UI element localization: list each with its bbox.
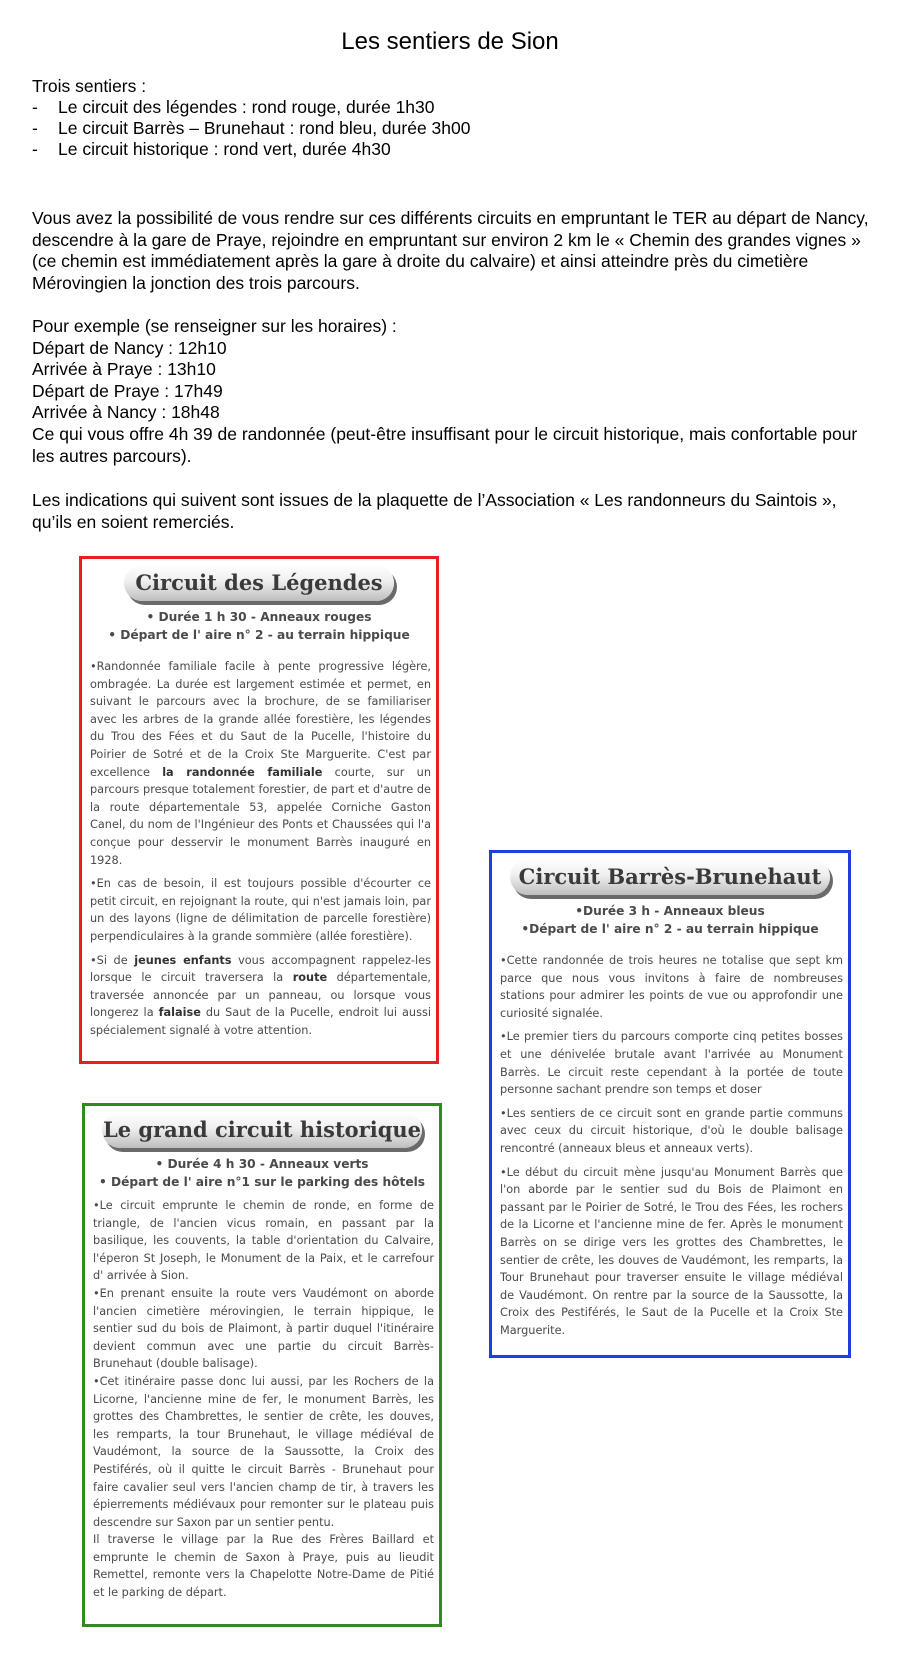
text-run: départementale, traversée annoncée par un panneau, ou lorsque vous longerez la xyxy=(90,971,431,1020)
legendes-paragraph: •En cas de besoin, il est toujours possible d'écourter ce petit circuit, en rejoignant la route, qui n'est jamais loin, par un des layons (ligne de délimitation de parcelle forestière) perpendiculaires à la grande sommière (allée forestière). xyxy=(90,877,431,943)
legendes-paragraph xyxy=(90,658,431,869)
historique-card xyxy=(82,1103,442,1627)
schedule-line: Départ de Nancy : 12h10 xyxy=(32,337,227,358)
historique-duration: • Durée 4 h 30 - Anneaux verts xyxy=(155,1157,369,1171)
historique-paragraph: •En prenant ensuite la route vers Vaudémont on aborde l'ancien cimetière mérovingien, le terrain hippique, le sentier sud du bois de Plaimont, à partir duquel l'itinéraire devient commun avec une partie du circuit Barrès-Brunehaut (double balisage). xyxy=(93,1286,434,1371)
barres-duration: •Durée 3 h - Anneaux bleus xyxy=(575,904,765,918)
text-run: du Saut de la Pucelle, endroit lui aussi spécialement signalé à votre attention. xyxy=(90,1006,432,1037)
list-item xyxy=(32,97,470,118)
schedule-line: Arrivée à Praye : 13h10 xyxy=(32,359,216,380)
legendes-body xyxy=(82,658,436,1039)
list-item xyxy=(32,139,470,160)
barres-start: •Départ de l' aire n° 2 - au terrain hippique xyxy=(521,921,819,936)
historique-paragraph: •Le circuit emprunte le chemin de ronde, en forme de triangle, de l'ancien vicus romain, en passant par la basilique, les couvents, la table d'orientation du Calvaire, l'éperon St Joseph, le Monument de la Paix, et le carrefour d' arrivée à Sion. xyxy=(93,1199,434,1283)
barres-paragraph: •Les sentiers de ce circuit sont en grande partie communs avec ceux du circuit historique, d'où le double balisage rencontré (anneaux bleus et anneaux verts). xyxy=(500,1106,843,1155)
schedule-note: Ce qui vous offre 4h 39 de randonnée (peut-être insuffisant pour le circuit historique, mais confortable pour les autres parcours). xyxy=(32,423,858,466)
credit-paragraph: Les indications qui suivent sont issues de la plaquette de l’Association « Les randonneurs du Saintois », qu’ils en soient remerciés. xyxy=(32,490,837,532)
schedule xyxy=(32,316,870,467)
historique-start: • Départ de l' aire n°1 sur le parking des hôtels xyxy=(98,1174,426,1189)
legendes-duration: • Durée 1 h 30 - Anneaux rouges xyxy=(146,610,372,624)
text-run: •Randonnée familiale facile à pente progressive légère, ombragée. La durée est largement estimée et permet, en suivant le parcours avec la brochure, de se familiariser avec les arbres de la grande allée forestière, les légendes du Trou des Fées et du Saut de la Pucelle, l'histoire du Poirier de Sotré et de la Croix Ste Marguerite. C'est par excellence xyxy=(90,660,431,779)
page-title: Les sentiers de Sion xyxy=(341,28,559,55)
list-item-text: Le circuit Barrès – Brunehaut : rond bleu, durée 3h00 xyxy=(58,118,471,138)
legendes-meta xyxy=(82,609,436,644)
schedule-line: Arrivée à Nancy : 18h48 xyxy=(32,402,220,423)
text-run: •Si de xyxy=(90,953,135,967)
legendes-paragraph xyxy=(90,952,431,1040)
list-item-text: Le circuit des légendes : rond rouge, durée 1h30 xyxy=(58,97,435,117)
list-item xyxy=(32,118,470,139)
trail-list-heading: Trois sentiers : xyxy=(32,76,147,96)
text-run: vous accompagnent rappelez-les lorsque le circuit traversera la xyxy=(90,953,431,985)
barres-paragraph: •Cette randonnée de trois heures ne totalise que sept km parce que nous vous invitons à faire de nombreuses stations pour admirer les points de vue ou approfondir une curiosité signalée. xyxy=(500,954,843,1020)
historique-title: Le grand circuit historique xyxy=(102,1112,422,1148)
barres-card xyxy=(489,850,851,1358)
emphasis: la randonnée familiale xyxy=(162,765,323,779)
legendes-start: • Départ de l' aire n° 2 - au terrain hippique xyxy=(108,627,410,642)
legendes-title: Circuit des Légendes xyxy=(124,565,394,601)
list-bullet: - xyxy=(32,139,38,159)
barres-meta xyxy=(492,903,848,938)
historique-paragraph: •Cet itinéraire passe donc lui aussi, par les Rochers de la Licorne, l'ancienne mine de fer, le monument Barrès, les grottes des Chambrettes, le sentier de crête, les douves, les remparts, la tour Brunehaut, le village médiéval de Vaudémont, la source de la Saussotte, la Croix des Pestiférés, où il quitte le circuit Barrès - Brunehaut pour faire cavalier seul vers l'ancien champ de tir, à travers les épierrements médiévaux pour remonter sur le plateau puis descendre sur Saxon par un sentier pentu. xyxy=(93,1374,434,1529)
trail-list xyxy=(32,76,470,160)
barres-title: Circuit Barrès-Brunehaut xyxy=(510,859,830,895)
list-bullet: - xyxy=(32,97,38,117)
text-run: courte, sur un parcours presque totalement forestier, de part et d'autre de la route départementale 53, appelée Corniche Gaston Canel, du nom de l'Ingénieur des Ponts et Chaussées qui l'a conçue pour desservir le monument Barrès inauguré en 1928. xyxy=(90,765,431,867)
barres-paragraph: •Le premier tiers du parcours comporte cinq petites bosses et une dénivelée brutale avant l'arrivée au Monument Barrès. Le circuit reste cependant à la portée de toute personne sachant prendre son temps et doser xyxy=(500,1030,843,1097)
schedule-line: Départ de Praye : 17h49 xyxy=(32,380,223,401)
historique-body xyxy=(85,1197,439,1602)
historique-paragraph: Il traverse le village par la Rue des Frères Baillard et emprunte le chemin de Saxon à Praye, puis au lieudit Remettel, remonte vers la Chapelotte Notre-Dame de Pitié et le parking de départ. xyxy=(93,1533,434,1600)
historique-meta xyxy=(85,1156,439,1191)
emphasis: falaise xyxy=(158,1006,201,1020)
barres-body xyxy=(492,952,848,1339)
barres-paragraph: •Le début du circuit mène jusqu'au Monument Barrès que l'on aborde par le sentier sud du Bois de Plaimont en passant par le Poirier de Sotré, le Trou des Fées, les rochers de la Licorne et l'ancienne mine de fer. Après le monument Barrès on se dirige vers les grottes des Chambrettes, le sentier de crête, les douves de Vaudémont, les remparts, la Tour Brunehaut pour traverser ensuite le village médiéval de Vaudémont. On rentre par la source de la Saussotte, la Croix des Pestiférés, le Saut de la Pucelle et la Croix Ste Marguerite. xyxy=(500,1165,843,1337)
schedule-intro: Pour exemple (se renseigner sur les horaires) : xyxy=(32,316,397,336)
access-paragraph: Vous avez la possibilité de vous rendre sur ces différents circuits en empruntant le TER au départ de Nancy, descendre à la gare de Praye, rejoindre en empruntant sur environ 2 km le « Chemin des grandes vignes » (ce chemin est immédiatement après la gare à droite du calvaire) et ainsi atteindre près du cimetière Mérovingien la jonction des trois parcours. xyxy=(32,208,869,293)
emphasis: route xyxy=(292,971,328,985)
list-bullet: - xyxy=(32,118,38,138)
list-item-text: Le circuit historique : rond vert, durée 4h30 xyxy=(58,139,391,159)
legendes-card xyxy=(79,556,439,1064)
emphasis: jeunes enfants xyxy=(134,953,232,967)
